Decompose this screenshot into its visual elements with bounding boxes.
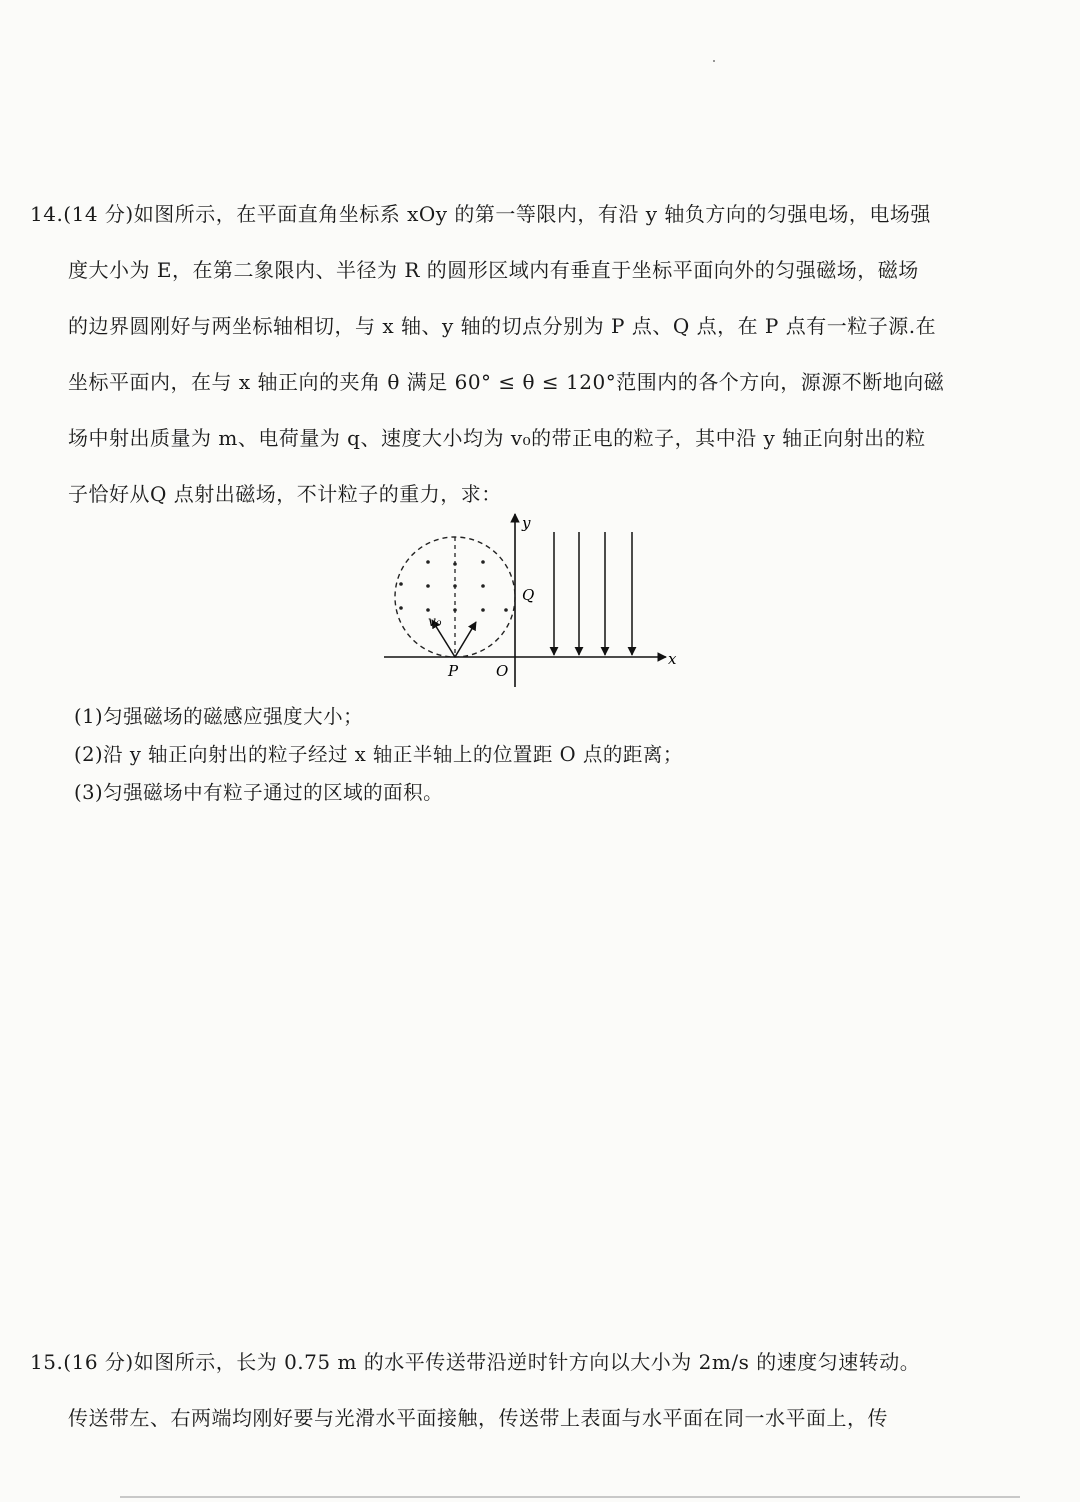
page-edge [120,1496,1020,1498]
q14-line-6: 子恰好从Q 点射出磁场，不计粒子的重力，求： [68,482,502,506]
q14-line-1: 14.(14 分)如图所示，在平面直角坐标系 xOy 的第一等限内，有沿 y 轴负方向的匀强电场，电场强 [30,202,931,226]
electric-field-lines [554,532,632,655]
label-x: x [668,650,677,668]
q14-line-3: 的边界圆刚好与两坐标轴相切，与 x 轴、y 轴的切点分别为 P 点、Q 点，在 P 点有一粒子源.在 [68,314,937,338]
q14-line-2: 度大小为 E，在第二象限内、半径为 R 的圆形区域内有垂直于坐标平面向外的匀强磁场，磁场 [68,258,919,282]
velocity-arrow-right [455,622,476,657]
q14-line-4: 坐标平面内，在与 x 轴正向的夹角 θ 满足 60° ≤ θ ≤ 120°范围内的各个方向，源源不断地向磁 [68,370,945,394]
scan-speck [713,60,715,62]
q14-sub-question-2: (2)沿 y 轴正向射出的粒子经过 x 轴正半轴上的位置距 O 点的距离； [74,743,683,766]
physics-figure [376,512,686,692]
q15-line-1: 15.(16 分)如图所示，长为 0.75 m 的水平传送带沿逆时针方向以大小为 2m/s 的速度匀速转动。 [30,1350,921,1374]
label-Q: Q [522,586,535,604]
q14-sub-question-3: (3)匀强磁场中有粒子通过的区域的面积。 [74,781,444,804]
magnetic-field-dots [399,560,508,612]
label-P: P [448,662,459,680]
q14-sub-question-1: (1)匀强磁场的磁感应强度大小； [74,705,364,728]
label-O: O [496,662,509,680]
q15-line-2: 传送带左、右两端均刚好要与光滑水平面接触，传送带上表面与水平面在同一水平面上，传 [68,1406,888,1430]
label-v0: v₀ [428,614,442,630]
label-y: y [522,514,531,532]
q14-line-5: 场中射出质量为 m、电荷量为 q、速度大小均为 v₀的带正电的粒子，其中沿 y 轴正向射出的粒 [68,426,926,450]
